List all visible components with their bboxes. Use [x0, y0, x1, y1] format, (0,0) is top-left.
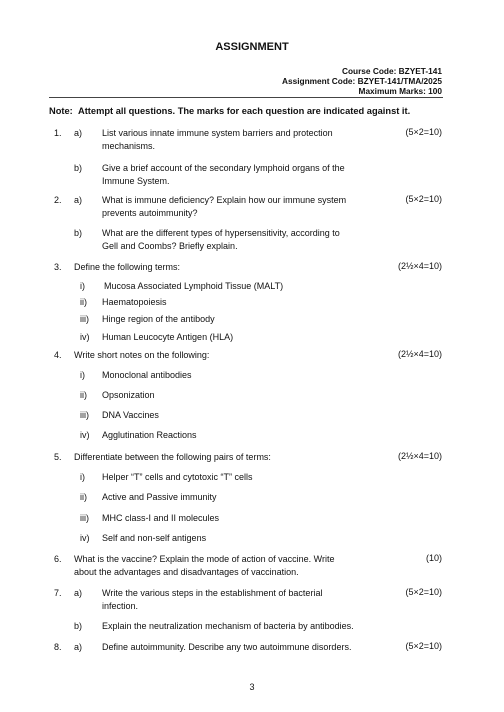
part-label: a) — [74, 642, 83, 652]
question-number: 6. — [54, 554, 62, 564]
text-line: List various innate immune system barriers and protection — [102, 128, 333, 138]
text-line: about the advantages and disadvantages of vaccination. — [74, 567, 299, 578]
marks-label: (2½×4=10) — [397, 261, 442, 271]
course-code: Course Code: BZYET-141 — [341, 66, 442, 76]
item-text: Agglutination Reactions — [102, 430, 197, 440]
text-line: What is immune deficiency? Explain how our immune system — [102, 195, 347, 205]
text-line: mechanisms. — [102, 141, 156, 152]
part-label: a) — [74, 588, 83, 598]
question-text — [102, 162, 345, 189]
question-text — [102, 587, 322, 614]
part-label: b) — [74, 163, 83, 173]
text-line: What are the different types of hypersensitivity, according to — [102, 228, 340, 238]
marks-label: (5×2=10) — [405, 641, 442, 651]
header-codes — [282, 66, 442, 96]
question-number: 5. — [54, 452, 62, 462]
item-label: iii) — [80, 513, 89, 523]
question-number: 2. — [54, 195, 62, 205]
question-text: Explain the neutralization mechanism of bacteria by antibodies. — [102, 621, 354, 631]
text-line: Give a brief account of the secondary lymphoid organs of the — [102, 163, 345, 173]
question-text: Define autoimmunity. Describe any two autoimmune disorders. — [102, 642, 352, 652]
note-label: Note: — [49, 106, 73, 116]
question-number: 8. — [54, 642, 62, 652]
question-text — [102, 194, 346, 221]
item-label: i) — [80, 281, 85, 291]
question-text: Define the following terms: — [74, 262, 181, 272]
item-text: Haematopoiesis — [102, 297, 167, 307]
item-label: iv) — [80, 332, 90, 342]
item-text: Human Leucocyte Antigen (HLA) — [102, 332, 234, 342]
item-text: DNA Vaccines — [102, 410, 159, 420]
item-text: Active and Passive immunity — [102, 492, 217, 502]
question-text: Write short notes on the following: — [74, 350, 210, 360]
text-line: Gell and Coombs? Briefly explain. — [102, 241, 238, 252]
item-text: Mucosa Associated Lymphoid Tissue (MALT) — [104, 281, 284, 291]
item-text: Self and non-self antigens — [102, 533, 207, 543]
question-number: 1. — [54, 128, 62, 138]
item-text: MHC class-I and II molecules — [102, 513, 220, 523]
marks-label: (10) — [425, 553, 442, 563]
part-label: a) — [74, 128, 83, 138]
question-number: 3. — [54, 262, 62, 272]
question-text — [102, 227, 340, 254]
text-line: infection. — [102, 601, 139, 612]
marks-label: (5×2=10) — [405, 587, 442, 597]
item-label: iv) — [80, 533, 90, 543]
item-label: iii) — [80, 410, 89, 420]
marks-label: (2½×4=10) — [397, 349, 442, 359]
header-divider — [49, 97, 443, 98]
page-title: ASSIGNMENT — [215, 41, 289, 53]
item-label: ii) — [80, 297, 87, 307]
item-text: Hinge region of the antibody — [102, 314, 215, 324]
page-number: 3 — [249, 682, 255, 692]
question-number: 4. — [54, 350, 62, 360]
maximum-marks: Maximum Marks: 100 — [358, 86, 442, 96]
item-label: iv) — [80, 430, 90, 440]
part-label: b) — [74, 621, 83, 631]
part-label: a) — [74, 195, 83, 205]
instructions-note — [49, 106, 410, 116]
part-label: b) — [74, 228, 83, 238]
item-label: i) — [80, 472, 85, 482]
item-label: ii) — [80, 492, 87, 502]
marks-label: (2½×4=10) — [397, 451, 442, 461]
item-label: i) — [80, 370, 85, 380]
item-text: Helper “T” cells and cytotoxic “T” cells — [102, 472, 253, 482]
text-line: What is the vaccine? Explain the mode of action of vaccine. Write — [74, 554, 335, 564]
item-text: Monoclonal antibodies — [102, 370, 192, 380]
marks-label: (5×2=10) — [405, 127, 442, 137]
note-text: Attempt all questions. The marks for each question are indicated against it. — [78, 106, 411, 116]
question-text: Differentiate between the following pairs of terms: — [74, 452, 271, 462]
item-label: iii) — [80, 314, 89, 324]
assignment-code: Assignment Code: BZYET-141/TMA/2025 — [282, 76, 442, 86]
text-line: Immune System. — [102, 176, 170, 187]
text-line: prevents autoimmunity? — [102, 208, 198, 219]
question-number: 7. — [54, 588, 62, 598]
marks-label: (5×2=10) — [405, 194, 442, 204]
question-text — [102, 127, 333, 154]
question-text — [74, 553, 334, 580]
item-label: ii) — [80, 390, 87, 400]
text-line: Write the various steps in the establishment of bacterial — [102, 588, 323, 598]
item-text: Opsonization — [102, 390, 155, 400]
